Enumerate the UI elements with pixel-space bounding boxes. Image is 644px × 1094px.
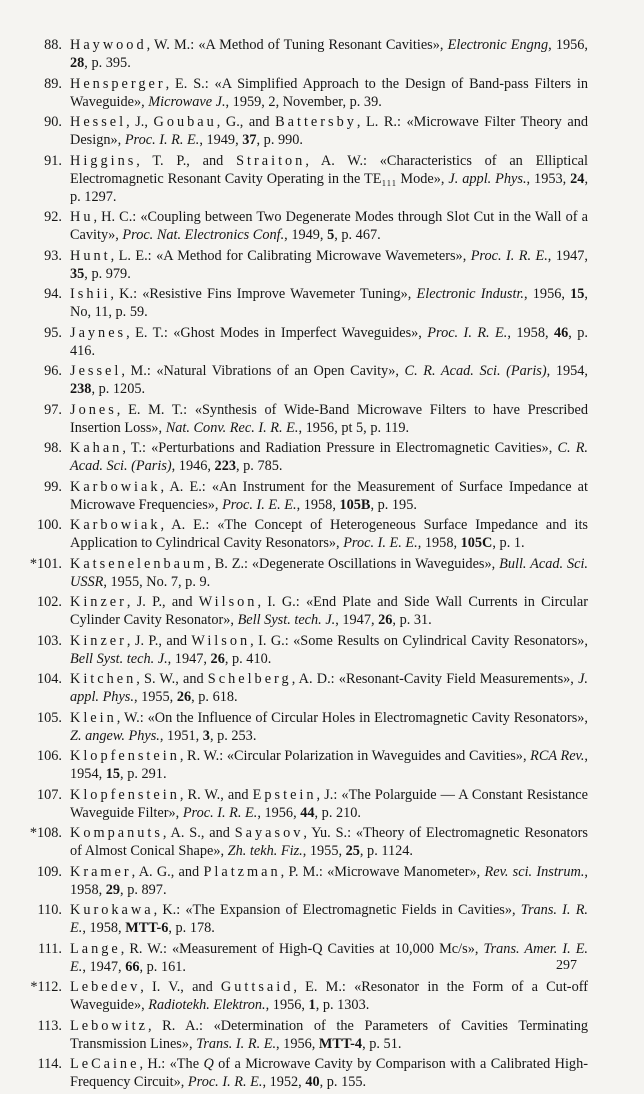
ref-author: Jones — [70, 401, 117, 418]
ref-author: Kinzer — [70, 632, 127, 649]
ref-fragment: , p. 1297. — [70, 170, 589, 205]
ref-journal: Bell Syst. tech. J. — [70, 650, 168, 667]
ref-journal: Bell Syst. tech. J. — [237, 612, 336, 628]
reference-entry — [0, 632, 644, 668]
ref-number: 94. — [44, 286, 62, 302]
ref-fragment: of a Microwave Cavity by Comparison with a Calibrated High-Frequency Circuit», — [70, 1056, 588, 1090]
reference-entry — [0, 208, 644, 244]
ref-author: Ishii — [70, 286, 111, 302]
ref-journal: Trans. I. R. E. — [70, 902, 589, 936]
ref-author: Higgins — [70, 152, 137, 169]
ref-volume: 25 — [345, 843, 360, 859]
ref-journal: Proc. I. E. E. — [343, 535, 418, 551]
ref-number: 99. — [44, 478, 62, 495]
ref-volume: 238 — [70, 381, 92, 397]
ref-volume: 29 — [105, 881, 121, 898]
ref-author: Kompanuts — [70, 825, 163, 841]
ref-fragment: , p. 785. — [236, 458, 283, 474]
reference-entry — [0, 978, 644, 1014]
ref-number: 104. — [36, 671, 62, 687]
ref-number: 103. — [36, 632, 62, 649]
ref-journal: J. appl. Phys. — [70, 671, 588, 705]
ref-fragment: , K.: «The Expansion of Electromagnetic Fields in Cavities», — [153, 902, 521, 918]
ref-volume: MTT-6 — [125, 920, 169, 936]
ref-number: 96. — [44, 363, 62, 379]
ref-fragment: , I. G.: «Some Results on Cylindrical Cavity Resonators», — [250, 632, 588, 649]
reference-entry — [0, 1055, 644, 1091]
ref-fragment: , T.: «Perturbations and Radiation Pressure in Electromagnetic Cavities», — [122, 440, 558, 456]
ref-author: Hessel — [70, 114, 127, 130]
ref-fragment: , p. 210. — [314, 804, 361, 821]
ref-fragment: , p. 253. — [209, 727, 257, 744]
ref-author: Kinzer — [70, 594, 127, 610]
ref-number: 100. — [36, 517, 62, 533]
ref-fragment: , p. 291. — [120, 766, 167, 782]
reference-entry — [0, 401, 644, 437]
ref-fragment: , p. 1205. — [91, 381, 146, 397]
ref-volume: 1 — [308, 997, 316, 1013]
ref-fragment: , 1947, — [335, 612, 379, 628]
ref-volume: 28 — [70, 55, 85, 71]
ref-text — [70, 516, 588, 552]
ref-number: 90. — [44, 114, 62, 130]
ref-journal: Proc. I. R. E. — [427, 324, 508, 341]
ref-fragment: , R. W.: «Circular Polarization in Waveguides and Cavities», — [179, 748, 531, 764]
ref-fragment: , 1947, — [82, 958, 126, 975]
ref-fragment: , p. 195. — [370, 496, 417, 513]
ref-fragment: , A. E.: «The Concept of Heterogeneous Surface Impedance and its Application to Cylindrical Cavity Resonators», — [70, 517, 588, 551]
ref-fragment: , K.: «Resistive Fins Improve Wavemeter Tuning», — [110, 286, 417, 302]
ref-fragment: , 1955, — [302, 843, 346, 859]
ref-journal: Proc. I. R. E. — [124, 132, 200, 148]
ref-author: Haywood — [70, 37, 147, 53]
ref-fragment: , p. 467. — [334, 227, 381, 243]
ref-author: Klopfenstein — [70, 748, 180, 764]
ref-journal: Trans. Amer. I. E. E. — [70, 940, 588, 975]
ref-fragment: , p. 31. — [392, 612, 432, 628]
ref-fragment: , A. E.: «An Instrument for the Measurement of Surface Impedance at Microwave Frequencies», — [70, 478, 588, 513]
ref-fragment: , 1959, 2, November, p. 39. — [225, 93, 382, 110]
reference-entry — [0, 901, 644, 937]
ref-volume: 46 — [553, 324, 569, 341]
ref-author: Guttsaid — [220, 979, 294, 995]
ref-journal: Microwave J. — [148, 93, 226, 110]
ref-fragment: , P. M.: «Microwave Manometer», — [280, 863, 485, 880]
ref-fragment: , p. 155. — [319, 1074, 367, 1090]
ref-author: Hunt — [70, 247, 111, 264]
ref-author: Lange — [70, 940, 121, 957]
ref-fragment: , R. W.: «Measurement of High-Q Cavities at 10,000 Mc/s», — [120, 940, 484, 957]
reference-entry — [0, 670, 644, 706]
ref-author: Karbowiak — [70, 517, 161, 533]
reference-entry — [0, 709, 644, 745]
ref-fragment: , Yu. S.: «Theory of Electromagnetic Resonators of Almost Conical Shape», — [70, 825, 588, 859]
ref-journal: Proc. I. E. E. — [222, 496, 297, 513]
ref-fragment: , p. 161. — [139, 958, 186, 975]
ref-volume: 15 — [105, 766, 121, 782]
ref-fragment: , 1956, — [265, 997, 309, 1013]
ref-volume: 26 — [378, 612, 393, 628]
ref-journal: Nat. Conv. Rec. I. R. E. — [165, 419, 299, 436]
ref-text — [70, 439, 588, 475]
ref-volume: 26 — [210, 650, 225, 667]
ref-fragment: , T. P., and — [136, 152, 237, 169]
ref-fragment: , H.: «The — [139, 1056, 204, 1072]
ref-journal: C. R. Acad. Sci. (Paris) — [404, 363, 547, 379]
ref-fragment: , 1958, — [296, 496, 340, 513]
reference-entry — [0, 362, 644, 398]
ref-journal: J. appl. Phys. — [448, 170, 527, 187]
ref-fragment: , 1946, — [171, 458, 215, 474]
ref-text — [70, 1017, 588, 1053]
ref-author: Wilson — [198, 594, 258, 610]
ref-fragment: , p. 416. — [70, 324, 589, 359]
ref-number: *112. — [30, 979, 62, 995]
ref-journal: Radiotekh. Elektron. — [148, 997, 266, 1013]
ref-fragment: , p. 897. — [120, 881, 167, 898]
ref-fragment: , 1955, No. 7, p. 9. — [103, 573, 211, 590]
ref-author: Lebedev — [70, 979, 141, 995]
ref-text — [70, 113, 588, 149]
reference-entry — [0, 285, 644, 321]
reference-entry — [0, 152, 644, 206]
ref-fragment: , 1951, — [159, 727, 203, 744]
ref-fragment: , A. S., and — [162, 825, 235, 841]
ref-fragment: , 1956, pt 5, p. 119. — [298, 419, 410, 436]
ref-fragment: , E. T.: «Ghost Modes in Imperfect Waveguides», — [126, 324, 428, 341]
ref-volume: 105C — [460, 535, 493, 551]
ref-fragment: , 1949, — [199, 132, 243, 148]
ref-volume: 24 — [570, 170, 585, 187]
ref-journal: Bull. Acad. Sci. USSR — [70, 555, 588, 590]
ref-author: Goubau — [153, 114, 217, 130]
ref-number: 113. — [37, 1017, 62, 1034]
ref-author: LeCaine — [70, 1056, 140, 1072]
ref-author: Kahan — [70, 440, 123, 456]
ref-author: Hensperger — [70, 75, 166, 92]
ref-number: 107. — [36, 786, 62, 803]
ref-author: Katsenelenbaum — [70, 555, 208, 572]
ref-author: Karbowiak — [70, 478, 161, 495]
ref-fragment: , 1956, — [524, 286, 571, 302]
reference-entry — [0, 439, 644, 475]
ref-fragment: , p. 178. — [168, 920, 215, 936]
ref-fragment: , 1958, — [70, 863, 588, 898]
ref-fragment: , J. P., and — [126, 594, 199, 610]
ref-author: Sayasov — [234, 825, 304, 841]
ref-fragment: , A. W.: «Characteristics of an Elliptical Electromagnetic Resonant Cavity Operating in the TE₁₁₁ Mode», — [70, 152, 588, 187]
ref-fragment: , p. 1303. — [315, 997, 370, 1013]
ref-fragment: , 1952, — [262, 1074, 306, 1090]
ref-text — [70, 632, 588, 668]
page-number: 297 — [556, 958, 577, 973]
ref-journal: Z. angew. Phys. — [70, 727, 160, 744]
ref-fragment: , p. 1124. — [359, 843, 413, 859]
ref-text — [70, 593, 588, 629]
ref-author: Klein — [70, 709, 117, 726]
ref-fragment: , W.: «On the Influence of Circular Holes in Electromagnetic Cavity Resonators», — [116, 709, 588, 726]
ref-fragment: , J. P., and — [126, 632, 192, 649]
ref-number: 105. — [36, 709, 62, 726]
ref-fragment: , No, 11, p. 59. — [70, 286, 588, 320]
reference-entry — [0, 324, 644, 360]
ref-fragment: , E. M. T.: «Synthesis of Wide-Band Microwave Filters to have Prescribed Insertion Loss», — [70, 401, 588, 436]
ref-text — [70, 901, 588, 937]
ref-author: Jessel — [70, 363, 122, 379]
ref-number: 106. — [36, 748, 62, 764]
reference-entry — [0, 747, 644, 783]
ref-journal: Electronic Industr. — [416, 286, 525, 302]
ref-text — [70, 786, 588, 822]
reference-entry — [0, 786, 644, 822]
ref-fragment: , p. 618. — [191, 689, 238, 705]
ref-author: Lebowitz — [70, 1017, 148, 1034]
ref-number: 89. — [44, 75, 62, 92]
ref-author: Klopfenstein — [70, 786, 180, 803]
ref-fragment: , 1954, — [546, 363, 588, 379]
ref-volume: MTT-4 — [318, 1035, 363, 1052]
ref-fragment: , 1954, — [70, 748, 588, 782]
ref-fragment: , B. Z.: «Degenerate Oscillations in Waveguides», — [207, 555, 500, 572]
ref-fragment: , p. 395. — [84, 55, 131, 71]
reference-entry — [0, 863, 644, 899]
ref-journal: Zh. tekh. Fiz. — [227, 843, 303, 859]
ref-author: Jaynes — [70, 324, 127, 341]
ref-fragment: , 1956, — [276, 1035, 319, 1052]
ref-fragment: , L. E.: «A Method for Calibrating Microwave Wavemeters», — [110, 247, 471, 264]
ref-text — [70, 152, 588, 206]
reference-entry — [0, 36, 644, 72]
ref-fragment: , S. W., and — [136, 671, 208, 687]
ref-fragment: , p. 51. — [362, 1035, 402, 1052]
ref-fragment: , R. W., and — [179, 786, 253, 803]
ref-fragment: , I. G.: «End Plate and Side Wall Currents in Circular Cylinder Cavity Resonator», — [70, 594, 588, 628]
ref-fragment: , 1947, — [167, 650, 211, 667]
ref-fragment: , L. R.: «Microwave Filter Theory and Design», — [70, 114, 588, 148]
ref-number: 88. — [44, 37, 62, 53]
ref-number: 111. — [38, 940, 62, 957]
ref-fragment: , J.: «The Polarguide — A Constant Resistance Waveguide Filter», — [70, 786, 588, 821]
ref-text — [70, 747, 588, 783]
ref-fragment: , p. 990. — [256, 132, 303, 148]
ref-text — [70, 670, 588, 706]
ref-fragment: , 1953, — [526, 170, 571, 187]
ref-volume: 3 — [202, 727, 210, 744]
ref-number: 91. — [44, 152, 62, 169]
ref-fragment: , A. D.: «Resonant-Cavity Field Measurements», — [291, 671, 579, 687]
ref-journal: Proc. I. R. E. — [470, 247, 548, 264]
ref-text — [70, 208, 588, 244]
ref-number: 98. — [44, 440, 62, 456]
ref-text — [70, 478, 588, 514]
ref-fragment: , R. A.: «Determination of the Parameters of Cavities Terminating Transmission Lines», — [70, 1017, 588, 1052]
ref-author: Kramer — [70, 863, 132, 880]
ref-journal: Proc. Nat. Electronics Conf. — [122, 227, 285, 243]
ref-volume: 105B — [339, 496, 371, 513]
ref-fragment: , H. C.: «Coupling between Two Degenerate Modes through Slot Cut in the Wall of a Cavity», — [70, 209, 588, 243]
ref-journal: Electronic Engng, — [447, 37, 552, 53]
ref-fragment: , W. M.: «A Method of Tuning Resonant Cavities», — [146, 37, 448, 53]
ref-number: *101. — [29, 555, 62, 572]
ref-text — [70, 978, 588, 1014]
ref-fragment: , J., — [126, 114, 154, 130]
ref-fragment: , E. S.: «A Simplified Approach to the Design of Band-pass Filters in Waveguide», — [70, 75, 588, 110]
ref-volume: 37 — [242, 132, 257, 148]
ref-number: 97. — [44, 401, 62, 418]
ref-fragment: , p. 1. — [492, 535, 525, 551]
ref-author: Schelberg — [207, 671, 292, 687]
ref-author: Platzman — [203, 863, 281, 880]
ref-number: 114. — [37, 1056, 62, 1072]
ref-text — [70, 401, 588, 437]
ref-journal: Proc. I. R. E. — [182, 804, 258, 821]
ref-fragment: , p. 410. — [224, 650, 272, 667]
ref-journal: Proc. I. R. E. — [187, 1074, 263, 1090]
ref-text — [70, 36, 588, 72]
ref-journal: Q — [203, 1056, 214, 1072]
ref-journal: C. R. Acad. Sci. (Paris) — [70, 440, 588, 474]
ref-volume: 35 — [70, 265, 85, 282]
ref-fragment: , 1956, — [257, 804, 301, 821]
ref-number: *108. — [29, 825, 62, 841]
ref-number: 92. — [44, 209, 62, 225]
ref-text — [70, 863, 588, 899]
ref-volume: 15 — [570, 286, 585, 302]
ref-author: Straiton — [236, 152, 306, 169]
ref-text — [70, 285, 588, 321]
ref-journal: Rev. sci. Instrum. — [484, 863, 585, 880]
ref-fragment: , E. M.: «Resonator in the Form of a Cut-off Waveguide», — [70, 979, 588, 1013]
ref-fragment: , 1958, — [82, 920, 126, 936]
ref-fragment: , p. 979. — [84, 265, 131, 282]
ref-author: Epstein — [252, 786, 317, 803]
reference-entry — [0, 247, 644, 283]
reference-entry — [0, 824, 644, 860]
ref-text — [70, 362, 588, 398]
ref-fragment: , A. G., and — [131, 863, 204, 880]
ref-number: 109. — [36, 863, 62, 880]
ref-fragment: , 1949, — [284, 227, 328, 243]
ref-journal: Trans. I. R. E. — [196, 1035, 277, 1052]
ref-volume: 66 — [125, 958, 140, 975]
ref-number: 102. — [36, 594, 62, 610]
ref-text — [70, 709, 588, 745]
ref-fragment: , 1955, — [133, 689, 177, 705]
ref-text — [70, 247, 588, 283]
ref-fragment: , I. V., and — [140, 979, 221, 995]
ref-fragment: , 1958, — [507, 324, 554, 341]
ref-text — [70, 1055, 588, 1091]
ref-number: 110. — [37, 902, 62, 918]
ref-text — [70, 324, 588, 360]
ref-volume: 40 — [305, 1074, 320, 1090]
ref-author: Wilson — [191, 632, 251, 649]
ref-volume: 44 — [300, 804, 315, 821]
ref-volume: 223 — [214, 458, 236, 474]
reference-entry — [0, 555, 644, 591]
reference-entry — [0, 75, 644, 111]
ref-text — [70, 555, 588, 591]
ref-text — [70, 824, 588, 860]
ref-author: Battersby — [275, 114, 357, 130]
reference-entry — [0, 593, 644, 629]
reference-entry — [0, 940, 644, 976]
reference-entry — [0, 478, 644, 514]
reference-entry — [0, 516, 644, 552]
ref-fragment: , G., and — [216, 114, 276, 130]
ref-volume: 26 — [176, 689, 192, 705]
ref-author: Kurokawa — [70, 902, 154, 918]
ref-fragment: , 1947, — [547, 247, 588, 264]
ref-volume: 5 — [327, 227, 335, 243]
ref-number: 95. — [44, 324, 62, 341]
ref-fragment: , 1958, — [417, 535, 461, 551]
reference-entry — [0, 113, 644, 149]
ref-fragment: 1956, — [551, 37, 588, 53]
ref-text — [70, 940, 588, 976]
ref-fragment: , M.: «Natural Vibrations of an Open Cavity», — [121, 363, 405, 379]
ref-author: Hu — [70, 209, 94, 225]
ref-author: Kitchen — [70, 671, 137, 687]
ref-text — [70, 75, 588, 111]
ref-number: 93. — [44, 247, 62, 264]
reference-list — [0, 36, 644, 1094]
ref-journal: RCA Rev. — [530, 748, 585, 764]
reference-entry — [0, 1017, 644, 1053]
